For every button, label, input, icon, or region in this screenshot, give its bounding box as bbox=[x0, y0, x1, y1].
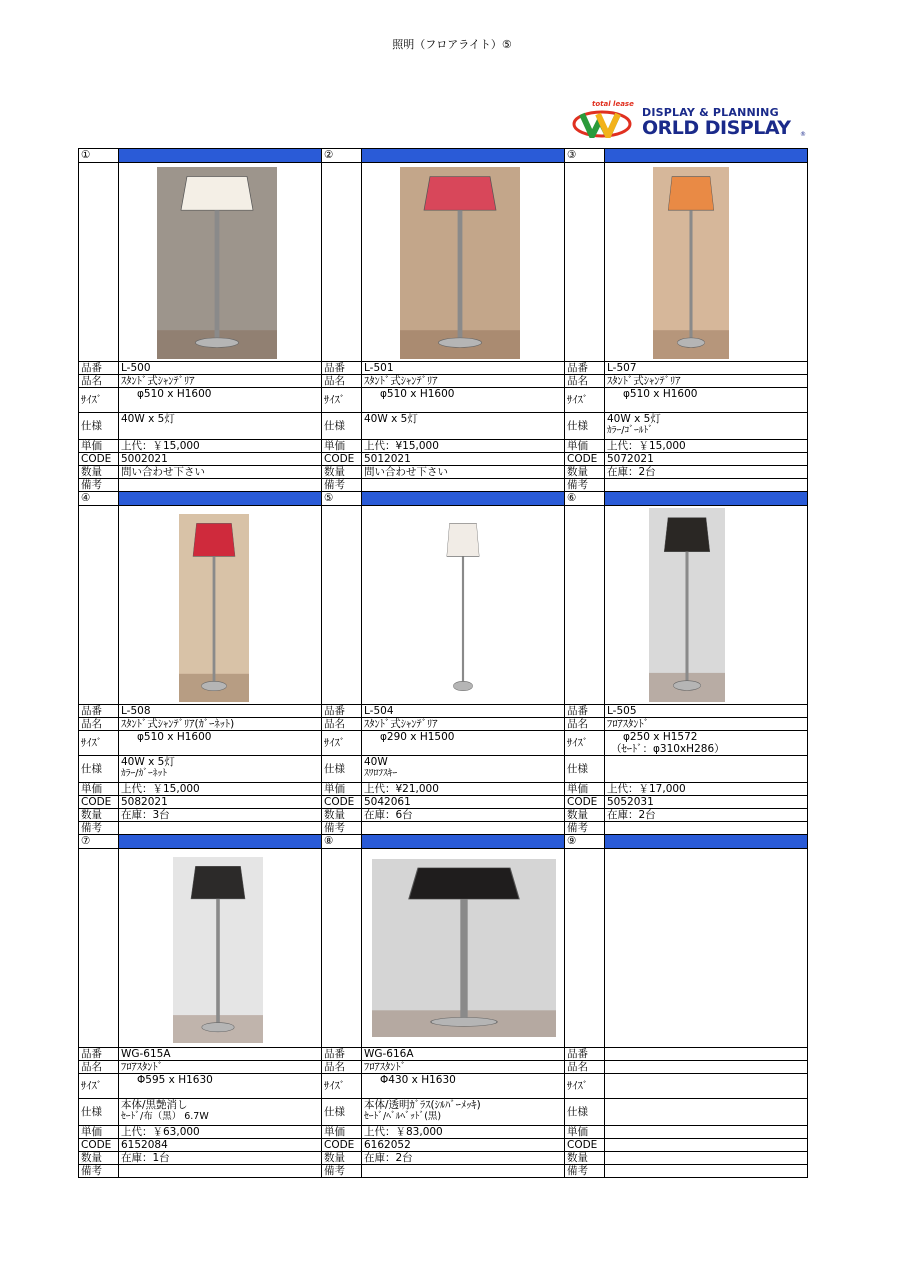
item-number: ⑧ bbox=[321, 834, 362, 849]
item-number: ③ bbox=[564, 148, 605, 163]
code-value: 5082021 bbox=[118, 795, 322, 809]
image-label-spacer bbox=[564, 848, 605, 1048]
note-value bbox=[604, 821, 808, 835]
price-value: 上代：￥83,000 bbox=[361, 1125, 565, 1139]
price-label: 単価 bbox=[564, 782, 605, 796]
code-value: 5072021 bbox=[604, 452, 808, 466]
item-header-bar bbox=[118, 148, 322, 163]
spec-line-2: ｶﾗｰ/ｶﾞｰﾈｯﾄ bbox=[121, 768, 167, 779]
code-value: 5002021 bbox=[118, 452, 322, 466]
spec-label: 仕様 bbox=[78, 412, 119, 440]
code-label: CODE bbox=[78, 452, 119, 466]
size-value bbox=[604, 1073, 808, 1099]
spec-value bbox=[118, 412, 322, 440]
price-label: 単価 bbox=[564, 1125, 605, 1139]
product-image bbox=[604, 848, 808, 1048]
quantity-value: 在庫：3台 bbox=[118, 808, 322, 822]
size-line-1: φ510 x H1600 bbox=[137, 388, 212, 400]
spec-label: 仕様 bbox=[564, 755, 605, 783]
note-value bbox=[361, 1164, 565, 1178]
product-image bbox=[118, 162, 322, 362]
quantity-label: 数量 bbox=[564, 808, 605, 822]
floor-lamp-photo-icon bbox=[649, 508, 725, 702]
size-value bbox=[118, 1073, 322, 1099]
size-label: ｻｲｽﾞ bbox=[78, 1073, 119, 1099]
part-number-label: 品番 bbox=[564, 1047, 605, 1061]
logo-tagline: total lease bbox=[592, 100, 634, 108]
logo-line2: ORLD DISPLAY bbox=[642, 117, 791, 139]
part-number-value: L-505 bbox=[604, 704, 808, 718]
size-line-1: φ510 x H1600 bbox=[137, 731, 212, 743]
code-label: CODE bbox=[564, 795, 605, 809]
price-label: 単価 bbox=[564, 439, 605, 453]
image-label-spacer bbox=[564, 505, 605, 705]
code-label: CODE bbox=[321, 1138, 362, 1152]
part-number-label: 品番 bbox=[321, 361, 362, 375]
floor-lamp-photo-icon bbox=[436, 514, 490, 702]
price-label: 単価 bbox=[321, 439, 362, 453]
price-value: 上代：￥17,000 bbox=[604, 782, 808, 796]
part-number-label: 品番 bbox=[321, 1047, 362, 1061]
note-value bbox=[361, 478, 565, 492]
size-value bbox=[361, 387, 565, 413]
spec-value bbox=[118, 1098, 322, 1126]
part-number-value: L-504 bbox=[361, 704, 565, 718]
size-value bbox=[118, 387, 322, 413]
product-name-value: ｽﾀﾝﾄﾞ式ｼｬﾝﾃﾞﾘｱ bbox=[361, 717, 565, 731]
spec-label: 仕様 bbox=[78, 1098, 119, 1126]
item-number: ⑥ bbox=[564, 491, 605, 506]
quantity-label: 数量 bbox=[321, 465, 362, 479]
quantity-value: 在庫：1台 bbox=[118, 1151, 322, 1165]
product-name-label: 品名 bbox=[321, 1060, 362, 1074]
spec-label: 仕様 bbox=[321, 1098, 362, 1126]
item-number: ① bbox=[78, 148, 119, 163]
size-label: ｻｲｽﾞ bbox=[321, 387, 362, 413]
code-label: CODE bbox=[564, 452, 605, 466]
product-name-label: 品名 bbox=[564, 1060, 605, 1074]
quantity-label: 数量 bbox=[564, 1151, 605, 1165]
product-name-value: ﾌﾛｱｽﾀﾝﾄﾞ bbox=[361, 1060, 565, 1074]
product-name-label: 品名 bbox=[564, 717, 605, 731]
price-value: 上代：￥15,000 bbox=[118, 439, 322, 453]
item-header-bar bbox=[361, 491, 565, 506]
note-value bbox=[604, 1164, 808, 1178]
note-value bbox=[118, 478, 322, 492]
part-number-value: L-501 bbox=[361, 361, 565, 375]
spec-value bbox=[604, 412, 808, 440]
spec-line-1: 40W x 5灯 bbox=[607, 413, 661, 425]
price-value: 上代：￥15,000 bbox=[604, 439, 808, 453]
price-value bbox=[604, 1125, 808, 1139]
item-header-bar bbox=[604, 148, 808, 163]
product-name-value: ｽﾀﾝﾄﾞ式ｼｬﾝﾃﾞﾘｱ(ｶﾞｰﾈｯﾄ) bbox=[118, 717, 322, 731]
image-label-spacer bbox=[321, 848, 362, 1048]
code-value: 5042061 bbox=[361, 795, 565, 809]
spec-value bbox=[604, 755, 808, 783]
size-line-1: φ290 x H1500 bbox=[380, 731, 455, 743]
price-label: 単価 bbox=[321, 1125, 362, 1139]
quantity-value: 問い合わせ下さい bbox=[118, 465, 322, 479]
part-number-label: 品番 bbox=[78, 704, 119, 718]
size-value bbox=[361, 730, 565, 756]
size-value bbox=[604, 730, 808, 756]
price-value: 上代：￥63,000 bbox=[118, 1125, 322, 1139]
part-number-value: L-508 bbox=[118, 704, 322, 718]
product-name-label: 品名 bbox=[78, 1060, 119, 1074]
logo-line1: DISPLAY & PLANNING bbox=[642, 106, 779, 119]
code-label: CODE bbox=[321, 795, 362, 809]
item-number: ⑤ bbox=[321, 491, 362, 506]
spec-line-1: 40W x 5灯 bbox=[121, 756, 175, 768]
note-label: 備考 bbox=[78, 1164, 119, 1178]
quantity-label: 数量 bbox=[321, 1151, 362, 1165]
part-number-value: L-500 bbox=[118, 361, 322, 375]
product-table bbox=[78, 148, 808, 1177]
size-line-1: φ510 x H1600 bbox=[623, 388, 698, 400]
code-label: CODE bbox=[78, 1138, 119, 1152]
item-header-bar bbox=[361, 834, 565, 849]
wd-logo-mark-icon bbox=[572, 106, 644, 138]
image-label-spacer bbox=[321, 162, 362, 362]
floor-lamp-photo-icon bbox=[157, 167, 277, 359]
note-label: 備考 bbox=[564, 821, 605, 835]
note-label: 備考 bbox=[321, 821, 362, 835]
size-line-1: φ510 x H1600 bbox=[380, 388, 455, 400]
item-header-bar bbox=[118, 834, 322, 849]
quantity-label: 数量 bbox=[78, 808, 119, 822]
price-label: 単価 bbox=[321, 782, 362, 796]
spec-label: 仕様 bbox=[564, 1098, 605, 1126]
size-label: ｻｲｽﾞ bbox=[564, 387, 605, 413]
product-name-value: ﾌﾛｱｽﾀﾝﾄﾞ bbox=[604, 717, 808, 731]
product-name-label: 品名 bbox=[78, 717, 119, 731]
image-label-spacer bbox=[321, 505, 362, 705]
spec-line-1: 40W x 5灯 bbox=[364, 413, 418, 425]
product-image bbox=[604, 505, 808, 705]
product-name-label: 品名 bbox=[78, 374, 119, 388]
code-value bbox=[604, 1138, 808, 1152]
spec-line-1: 40W bbox=[364, 756, 388, 768]
price-value: 上代：￥15,000 bbox=[118, 782, 322, 796]
size-label: ｻｲｽﾞ bbox=[78, 387, 119, 413]
size-line-1: φ250 x H1572 bbox=[623, 731, 698, 743]
spec-value bbox=[604, 1098, 808, 1126]
product-name-value: ｽﾀﾝﾄﾞ式ｼｬﾝﾃﾞﾘｱ bbox=[361, 374, 565, 388]
spec-value bbox=[361, 412, 565, 440]
product-image bbox=[361, 848, 565, 1048]
size-line-2: （ｾｰﾄﾞ：φ310xH286） bbox=[611, 743, 725, 755]
part-number-value: L-507 bbox=[604, 361, 808, 375]
size-label: ｻｲｽﾞ bbox=[321, 730, 362, 756]
product-name-label: 品名 bbox=[564, 374, 605, 388]
part-number-label: 品番 bbox=[78, 361, 119, 375]
size-line-1: Φ595 x H1630 bbox=[137, 1074, 213, 1086]
part-number-label: 品番 bbox=[564, 361, 605, 375]
quantity-value: 在庫：2台 bbox=[604, 465, 808, 479]
item-header-bar bbox=[118, 491, 322, 506]
item-header-bar bbox=[604, 491, 808, 506]
note-label: 備考 bbox=[321, 1164, 362, 1178]
item-header-bar bbox=[361, 148, 565, 163]
note-label: 備考 bbox=[321, 478, 362, 492]
product-image bbox=[604, 162, 808, 362]
part-number-label: 品番 bbox=[78, 1047, 119, 1061]
price-label: 単価 bbox=[78, 782, 119, 796]
item-number: ⑦ bbox=[78, 834, 119, 849]
image-label-spacer bbox=[78, 162, 119, 362]
size-value bbox=[604, 387, 808, 413]
floor-lamp-photo-icon bbox=[400, 167, 520, 359]
spec-line-2: ｽﾜﾛﾌｽｷｰ bbox=[364, 768, 398, 779]
quantity-label: 数量 bbox=[78, 1151, 119, 1165]
image-label-spacer bbox=[564, 162, 605, 362]
quantity-value bbox=[604, 1151, 808, 1165]
spec-line-1: 本体/黒艶消し bbox=[121, 1099, 188, 1111]
product-image bbox=[118, 848, 322, 1048]
price-label: 単価 bbox=[78, 439, 119, 453]
quantity-value: 在庫：6台 bbox=[361, 808, 565, 822]
spec-value bbox=[118, 755, 322, 783]
code-value: 6162052 bbox=[361, 1138, 565, 1152]
floor-lamp-photo-icon bbox=[173, 857, 263, 1043]
product-name-value bbox=[604, 1060, 808, 1074]
logo-registered-mark: ® bbox=[800, 131, 806, 138]
size-label: ｻｲｽﾞ bbox=[78, 730, 119, 756]
world-display-logo bbox=[572, 102, 808, 140]
image-label-spacer bbox=[78, 505, 119, 705]
note-label: 備考 bbox=[78, 478, 119, 492]
spec-label: 仕様 bbox=[321, 412, 362, 440]
part-number-value: WG-615A bbox=[118, 1047, 322, 1061]
spec-line-1: 40W x 5灯 bbox=[121, 413, 175, 425]
floor-lamp-photo-icon bbox=[653, 167, 729, 359]
spec-label: 仕様 bbox=[564, 412, 605, 440]
item-header-bar bbox=[604, 834, 808, 849]
code-value: 6152084 bbox=[118, 1138, 322, 1152]
note-label: 備考 bbox=[78, 821, 119, 835]
size-label: ｻｲｽﾞ bbox=[321, 1073, 362, 1099]
code-label: CODE bbox=[564, 1138, 605, 1152]
product-image bbox=[361, 162, 565, 362]
part-number-value: WG-616A bbox=[361, 1047, 565, 1061]
code-value: 5052031 bbox=[604, 795, 808, 809]
spec-value bbox=[361, 755, 565, 783]
product-name-value: ｽﾀﾝﾄﾞ式ｼｬﾝﾃﾞﾘｱ bbox=[118, 374, 322, 388]
part-number-label: 品番 bbox=[564, 704, 605, 718]
size-label: ｻｲｽﾞ bbox=[564, 730, 605, 756]
code-label: CODE bbox=[78, 795, 119, 809]
product-image bbox=[361, 505, 565, 705]
price-label: 単価 bbox=[78, 1125, 119, 1139]
quantity-label: 数量 bbox=[321, 808, 362, 822]
spec-line-1: 本体/透明ｶﾞﾗｽ(ｼﾙﾊﾞｰﾒｯｷ) bbox=[364, 1099, 481, 1111]
note-label: 備考 bbox=[564, 1164, 605, 1178]
part-number-value bbox=[604, 1047, 808, 1061]
note-value bbox=[118, 821, 322, 835]
note-value bbox=[118, 1164, 322, 1178]
spec-line-2: ｾｰﾄﾞ/布（黒） 6.7W bbox=[121, 1111, 209, 1122]
product-image bbox=[118, 505, 322, 705]
size-line-1: Φ430 x H1630 bbox=[380, 1074, 456, 1086]
spec-line-2: ｶﾗｰ/ｺﾞｰﾙﾄﾞ bbox=[607, 425, 653, 436]
quantity-value: 問い合わせ下さい bbox=[361, 465, 565, 479]
spec-line-2: ｾｰﾄﾞ/ﾍﾞﾙﾍﾞｯﾄﾞ(黒) bbox=[364, 1111, 442, 1122]
spec-value bbox=[361, 1098, 565, 1126]
code-value: 5012021 bbox=[361, 452, 565, 466]
quantity-label: 数量 bbox=[78, 465, 119, 479]
product-name-value: ｽﾀﾝﾄﾞ式ｼｬﾝﾃﾞﾘｱ bbox=[604, 374, 808, 388]
note-value bbox=[361, 821, 565, 835]
item-number: ⑨ bbox=[564, 834, 605, 849]
quantity-value: 在庫：2台 bbox=[361, 1151, 565, 1165]
image-label-spacer bbox=[78, 848, 119, 1048]
price-value: 上代：¥15,000 bbox=[361, 439, 565, 453]
floor-lamp-photo-icon bbox=[372, 859, 556, 1037]
page-title: 照明（フロアライト）⑤ bbox=[392, 38, 512, 51]
quantity-value: 在庫：2台 bbox=[604, 808, 808, 822]
size-value bbox=[361, 1073, 565, 1099]
quantity-label: 数量 bbox=[564, 465, 605, 479]
product-name-value: ﾌﾛｱｽﾀﾝﾄﾞ bbox=[118, 1060, 322, 1074]
spec-label: 仕様 bbox=[321, 755, 362, 783]
part-number-label: 品番 bbox=[321, 704, 362, 718]
item-number: ④ bbox=[78, 491, 119, 506]
size-label: ｻｲｽﾞ bbox=[564, 1073, 605, 1099]
note-label: 備考 bbox=[564, 478, 605, 492]
product-name-label: 品名 bbox=[321, 717, 362, 731]
price-value: 上代：¥21,000 bbox=[361, 782, 565, 796]
floor-lamp-photo-icon bbox=[179, 514, 249, 702]
item-number: ② bbox=[321, 148, 362, 163]
product-name-label: 品名 bbox=[321, 374, 362, 388]
note-value bbox=[604, 478, 808, 492]
spec-label: 仕様 bbox=[78, 755, 119, 783]
code-label: CODE bbox=[321, 452, 362, 466]
size-value bbox=[118, 730, 322, 756]
